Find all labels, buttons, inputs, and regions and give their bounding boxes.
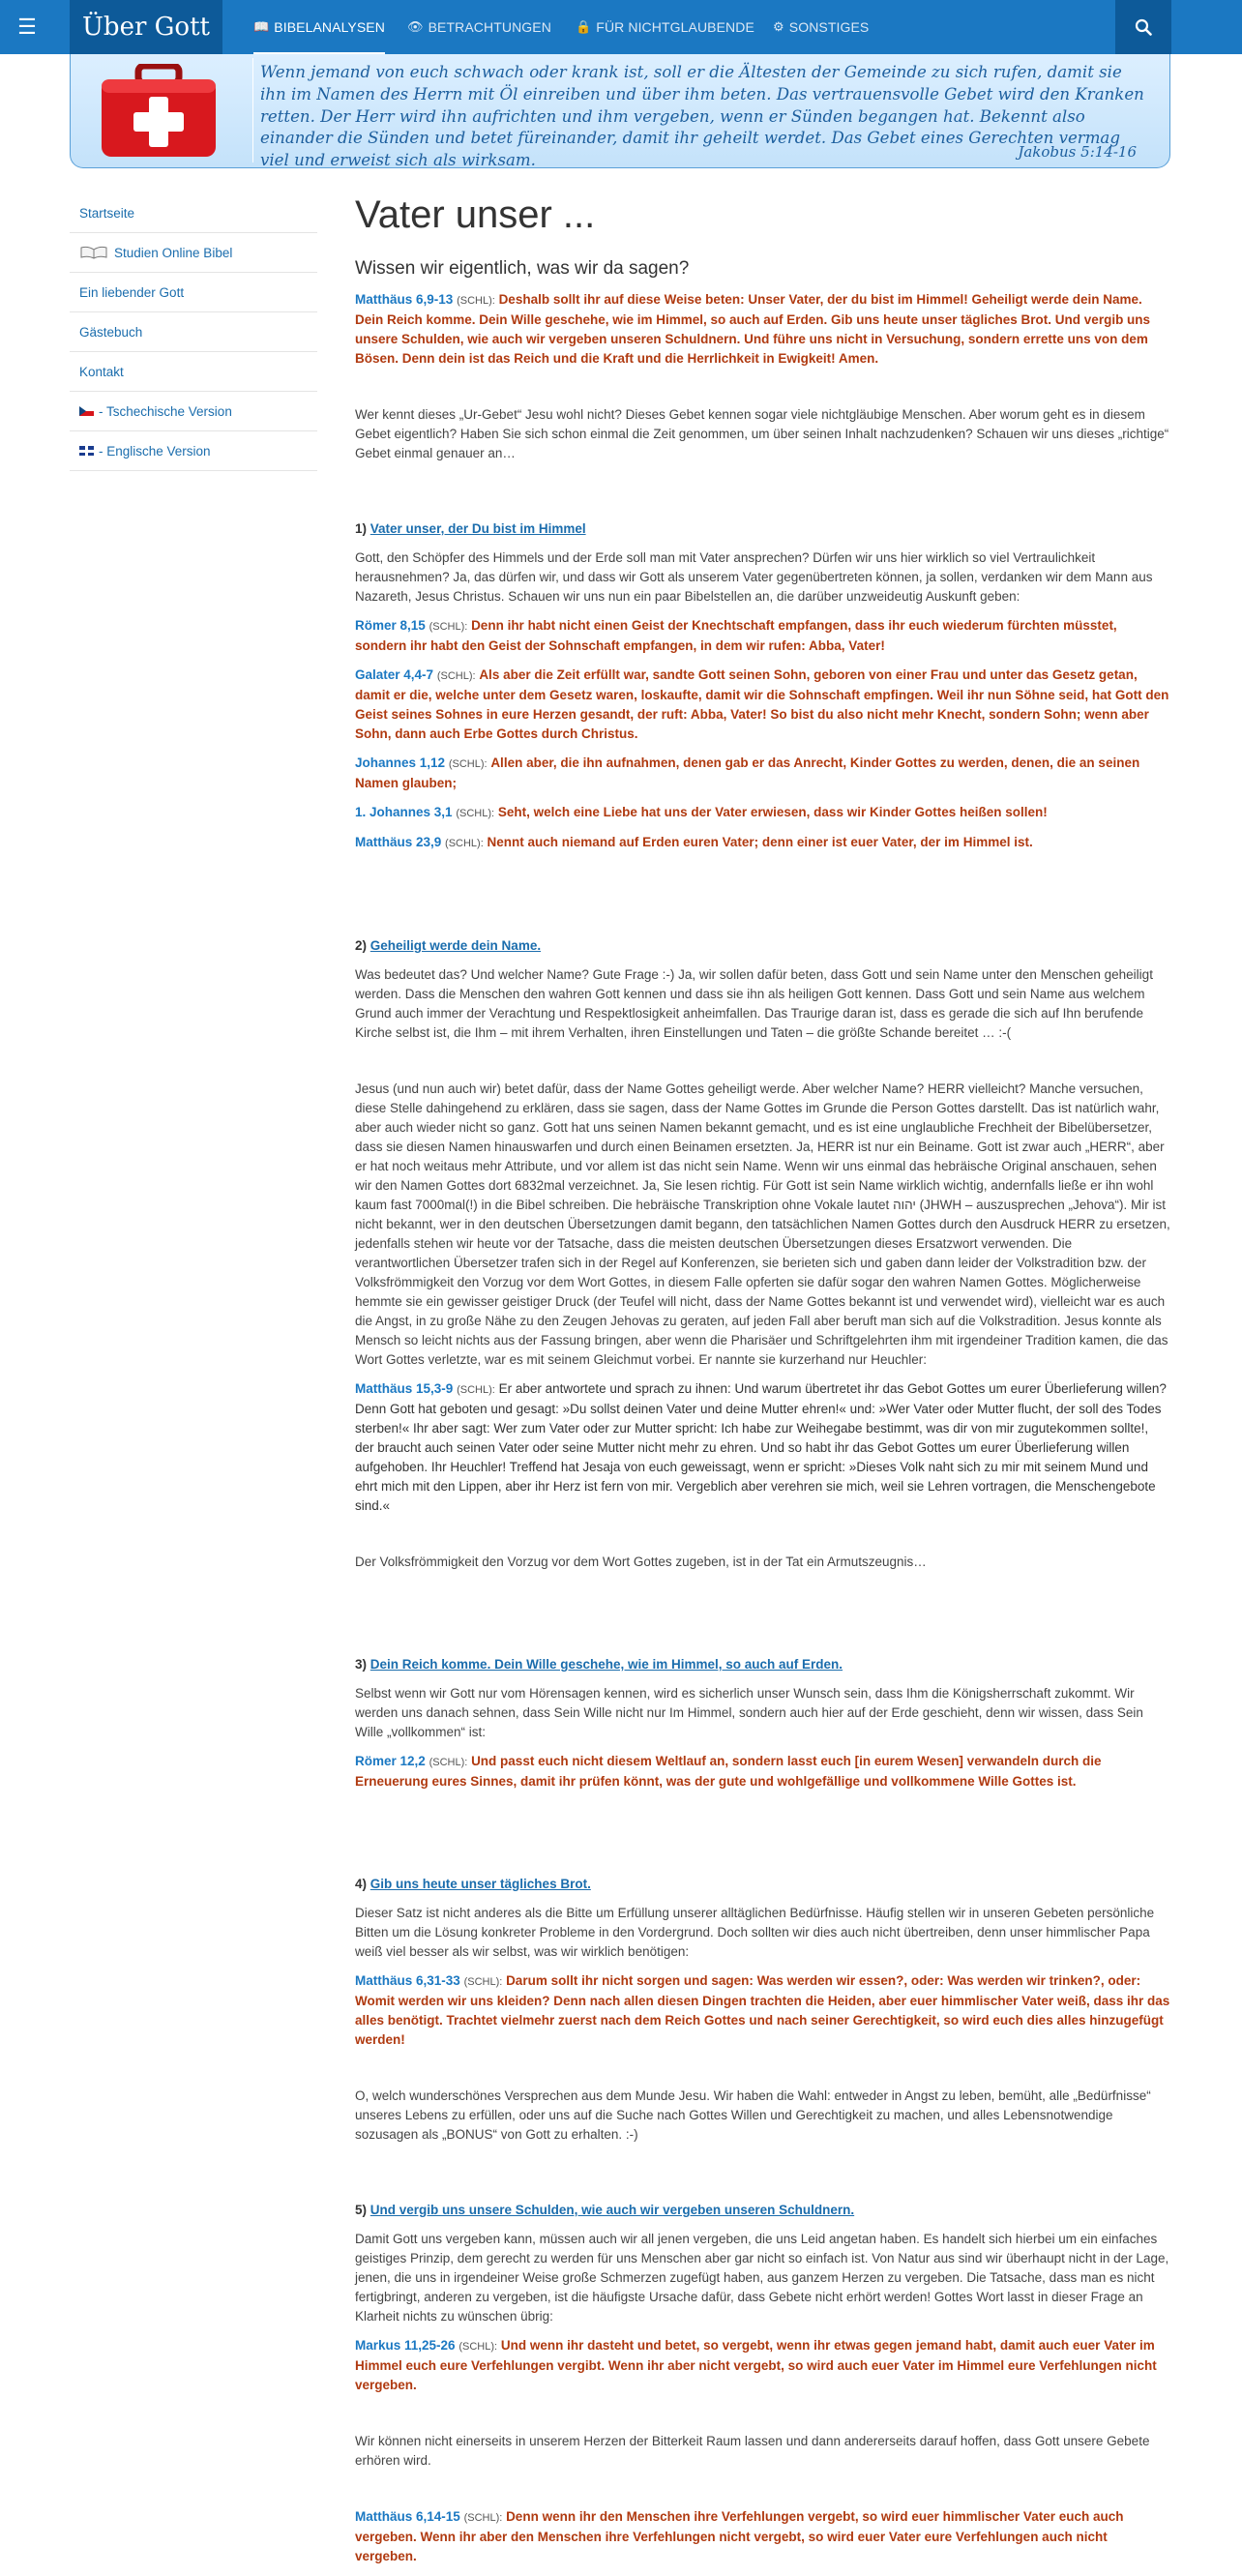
verse-reference-link[interactable]: Johannes 1,12 bbox=[355, 755, 446, 770]
spacer bbox=[355, 909, 1170, 936]
section-title-link[interactable]: Gib uns heute unser tägliches Brot. bbox=[370, 1877, 591, 1891]
spacer bbox=[355, 2154, 1170, 2201]
section-heading bbox=[355, 1875, 1170, 1894]
sidebar-item-startseite[interactable] bbox=[70, 193, 317, 233]
verse-text: Darum sollt ihr nicht sorgen und sagen: Was werden wir essen?, oder: Was werden wir trinken?, oder: Womit werden wir uns kleiden? Denn nach allen diesen Dingen trachten die Heiden, aber euer himmlischer Vater weiß, dass ihr das alles benötigt. Trachtet vielmehr zuerst nach dem Reich Gottes und nach seiner Gerechtigkeit, so wird euch dies alles hinzugefügt werden! bbox=[355, 1973, 1170, 2047]
article-body bbox=[355, 290, 1170, 2566]
verse-text: Er aber antwortete und sprach zu ihnen: Und warum übertretet ihr das Gebot Gottes um eurer Überlieferung willen? Denn Gott hat geboten und gesagt: »Du sollst deinen Vater und deine Mutter ehren!« und: »Wer Vater oder Mutter flucht, der soll des Todes sterben!« Ihr aber sagt: Wer zum Vater oder zur Mutter spricht: Ich habe zur Weihegabe bestimmt, was dir von mir zugutekommen sollte!, der braucht auch seinen Vater oder seine Mutter nicht mehr zu ehren. Und so habt ihr das Gebot Gottes um eurer Überlieferung willen aufgehoben. Ihr Heuchler! Treffend hat Jesaja von euch geweissagt, wenn er spricht: »Dieses Volk naht sich zu mir mit seinem Mund und ehrt mich mit den Lippen, aber ihr Herz ist fern von mir. Vergeblich aber verehren sie mich, weil sie Lehren vortragen, die Menschengebote sind.« bbox=[355, 1381, 1167, 1513]
verse-reference-link[interactable]: Matthäus 15,3-9 bbox=[355, 1381, 454, 1396]
verse-reference-link[interactable]: Römer 12,2 bbox=[355, 1754, 426, 1768]
spacer bbox=[355, 1525, 1170, 1553]
verse-reference-link[interactable]: Matthäus 23,9 bbox=[355, 835, 442, 849]
sidebar-item-label: - Englische Version bbox=[99, 443, 211, 459]
sidebar-item-label: Ein liebender Gott bbox=[79, 284, 185, 300]
verse-text: Denn ihr habt nicht einen Geist der Knechtschaft empfangen, dass ihr euch wiederum fürchten müsstet, sondern ihr habt den Geist der Sohnschaft empfangen, in dem wir rufen: Abba, Vater! bbox=[355, 618, 1117, 653]
spacer bbox=[355, 378, 1170, 405]
translation-tag: (SCHL): bbox=[463, 2512, 503, 2524]
bible-verse bbox=[355, 833, 1170, 853]
paragraph: Was bedeutet das? Und welcher Name? Gute Frage :-) Ja, wir sollen dafür beten, dass Gott und sein Name unter den Menschen geheiligt werden. Dass die Menschen den wahren Gott kennen und dass sie ihn als heiligen Gott kennen. Dass Gott und sein Name aus welchem Grund auch immer der Verachtung und Respektlosigkeit anheimfallen. Das Traurige daran ist, dass es gerade die sich auf Ihn berufende Kirche selbst ist, die Ihm – mit ihrem Verhalten, ihren Einstellungen und Taten – die größte Schande bereitet … :-( bbox=[355, 967, 1153, 1040]
paragraph: Selbst wenn wir Gott nur vom Hörensagen kennen, wird es sicherlich unser Wunsch sein, dass Ihm die Königsherrschaft zukommt. Wir werden uns danach sehnen, dass Sein Wille nicht nur Im Himmel, sondern auch hier auf der Erde geschieht, denn wir wissen, dass Sein Wille „vollkommen“ ist: bbox=[355, 1686, 1143, 1739]
section-title-link[interactable]: Dein Reich komme. Dein Wille geschehe, wie im Himmel, so auch auf Erden. bbox=[370, 1657, 843, 1672]
banner-divider bbox=[252, 58, 253, 163]
menu-icon[interactable]: ☰ bbox=[17, 15, 37, 39]
section-number: 2) bbox=[355, 938, 368, 953]
spacer bbox=[355, 1848, 1170, 1875]
bible-verse bbox=[355, 1752, 1170, 1791]
bible-verse bbox=[355, 2336, 1170, 2395]
bible-verse bbox=[355, 290, 1170, 369]
verse-reference-link[interactable]: Römer 8,15 bbox=[355, 618, 426, 633]
page-title: Vater unser ... bbox=[355, 193, 596, 236]
scripture-banner bbox=[70, 54, 1170, 168]
translation-tag: (SCHL): bbox=[457, 1384, 495, 1396]
bible-verse bbox=[355, 616, 1170, 656]
bible-verse bbox=[355, 2507, 1170, 2566]
nav-label: BETRACHTUNGEN bbox=[428, 19, 551, 35]
spacer bbox=[355, 1801, 1170, 1848]
paragraph: Der Volksfrömmigkeit den Vorzug vor dem Wort Gottes zugeben, ist in der Tat ein Armutszeugnis… bbox=[355, 1554, 927, 1569]
verse-text: Deshalb sollt ihr auf diese Weise beten: Unser Vater, der du bist im Himmel! Geheiligt werde dein Name. Dein Reich komme. Dein Wille geschehe, wie im Himmel, so auch auf Erden. Gib uns heute unser tägliches Brot. Und vergib uns unsere Schulden, wie auch wir vergeben unseren Schuldnern. Und führe uns nicht in Versuchung, sondern errette uns von dem Bösen. Denn dein ist das Reich und die Kraft und die Herrlichkeit in Ewigkeit! Amen. bbox=[355, 292, 1151, 366]
paragraph: Wer kennt dieses „Ur-Gebet“ Jesu wohl nicht? Dieses Gebet kennen sogar viele nichtgläubige Menschen. Aber worum geht es in diesem Gebet eigentlich? Haben Sie sich schon einmal die Zeit genommen, um über seinen Inhalt nachzudenken? Schauen wir uns dieses „richtige“ Gebet einmal genauer an… bbox=[355, 407, 1169, 460]
main-content bbox=[355, 192, 1170, 2576]
site-brand[interactable]: Über Gott bbox=[70, 0, 222, 54]
sidebar-item-label: Gästebuch bbox=[79, 324, 143, 340]
gear-icon: ⚙ bbox=[773, 19, 784, 34]
nav-sonstiges[interactable] bbox=[773, 0, 869, 54]
banner-quote: Wenn jemand von euch schwach oder krank ist, soll er die Ältesten der Gemeinde zu sich rufen, damit sie ihn im Namen des Herrn mit Öl einreiben und über ihm beten. Das vertrauensvolle Gebet wird den Kranken retten. Der Herr wird ihn aufrichten und ihm vergeben, wenn er Sünden begangen hat. Bekennt also einander die Sünden und betet füreinander, damit ihr geheilt werdet. Das Gebet eines Gerechten vermag viel und erweist sich als wirksam. bbox=[260, 63, 1144, 170]
uk-flag-icon bbox=[79, 446, 94, 456]
section-number: 4) bbox=[355, 1877, 368, 1891]
section-number: 5) bbox=[355, 2203, 368, 2217]
nav-label: FÜR NICHTGLAUBENDE bbox=[596, 19, 754, 35]
spacer bbox=[355, 2480, 1170, 2507]
bible-verse bbox=[355, 1971, 1170, 2050]
translation-tag: (SCHL): bbox=[456, 808, 495, 819]
section-title-link[interactable]: Geheiligt werde dein Name. bbox=[370, 938, 542, 953]
bible-verse bbox=[355, 754, 1170, 793]
translation-tag: (SCHL): bbox=[445, 838, 484, 849]
nav-label: SONSTIGES bbox=[788, 19, 870, 35]
paragraph: Damit Gott uns vergeben kann, müssen auch wir all jenen vergeben, die uns Leid angetan haben. Es handelt sich hierbei um ein einfaches geistiges Prinzip, dem gerecht zu werden für uns Menschen aber gar nicht so einfach ist. Von Natur aus sind wir überhaupt nicht in der Lage, jenen, die uns in irgendeiner Weise große Schmerzen zugefügt haben, aus ganzem Herzen zu vergeben. Die Tatsache, dass man es nicht fertigbringt, anderen zu vergeben, ist die häufigste Ursache dafür, dass Gebete nicht erhört werden! Gottes Wort lasst in dieser Frage an Klarheit nichts zu wünschen übrig: bbox=[355, 2232, 1169, 2324]
sidebar-item-studien-online-bibel[interactable] bbox=[70, 233, 317, 273]
section-number: 3) bbox=[355, 1657, 368, 1672]
paragraph: Gott, den Schöpfer des Himmels und der Erde soll man mit Vater ansprechen? Dürfen wir uns hier wirklich so viel Vertraulichkeit herausnehmen? Ja, das dürfen wir, und dass wir Gott als unserem Vater gegenübertreten können, ja sollen, verdanken wir dem Mann aus Nazareth, Jesus Christus. Schauen wir uns nun ein paar Bibelstellen an, die darüber unzweideutig Auskunft geben: bbox=[355, 550, 1153, 604]
verse-text: Als aber die Zeit erfüllt war, sandte Gott seinen Sohn, geboren von einer Frau und unter das Gesetz getan, damit er die, welche unter dem Gesetz waren, loskaufte, damit wir die Sohnschaft empfingen. Weil ihr nun Söhne seid, hat Gott den Geist seines Sohnes in eure Herzen gesandt, der ruft: Abba, Vater! So bist du also nicht mehr Knecht, sondern Sohn; wenn aber Sohn, dann auch Erbe Gottes durch Christus. bbox=[355, 667, 1169, 741]
verse-reference-link[interactable]: Galater 4,4-7 bbox=[355, 667, 434, 682]
sidebar-item-label: Kontakt bbox=[79, 364, 124, 379]
spacer bbox=[355, 1582, 1170, 1628]
paragraph: Jesus (und nun auch wir) betet dafür, dass der Name Gottes geheiligt werde. Aber welcher Name? HERR vielleicht? Manche versuchen, diese Stelle dahingehend zu erklären, dass sie sagen, dass der Name Gottes im Grunde die Person Gottes darstellt. Das ist natürlich wahr, aber auch wieder nicht so ganz. Gott hat uns seinen Namen bekannt gemacht, und es ist eine unglaubliche Frechheit der Bibelübersetzer, dass sie diesen Namen hinauswarfen und durch einen Beinamen ersetzten. Ja, HERR ist nur ein Beiname. Gott ist zwar auch „HERR“, aber er hat noch weitaus mehr Attribute, und vor allem ist das nicht sein Name. Wenn wir uns einmal das hebräische Original anschauen, sehen wir den Namen Gottes dort 6832mal verzeichnet. Ja, Sie lesen richtig. Für Gott ist sein Name wirklich wichtig, andernfalls ließe er ihn wohl kaum fast 7000mal(!) in die Bibel schreiben. Die hebräische Transkription ohne Vokale lautet יהוה (JHWH – auszusprechen „Jehova“). Mir ist nicht bekannt, wer in den deutschen Übersetzungen damit begann, den tatsächlichen Namen Gottes durch den Ausdruck HERR zu ersetzen, jedenfalls stehen wir heute vor der Tatsache, dass die meisten deutschen Übersetzungen dieses Ersatzwort verwenden. Die verantwortlichen Übersetzer trafen sich in der Regel auf Konferenzen, sie berieten sich und gaben dann leider der Volkstradition bzw. der Volksfrömmigkeit den Vorzug vor dem Wort Gottes, in diesem Falle opferten sie dafür sogar den wahren Namen Gottes. Möglicherweise hemmte sie ein gewisser geistiger Druck (der Teufel will nicht, dass der Name Gottes bekannt ist und verwendet wird), vielleicht war es auch die Angst, in zu große Nähe zu den Zeugen Jehovas zu geraten, auf jeden Fall aber beruft man sich auf die Volkstradition. Jesus konnte als Mensch so leicht nichts aus der Fassung bringen, aber wenn die Pharisäer und Schriftgelehrten ihm mit irgendeiner Tradition kamen, die das Wort Gottes verletzte, war es mit seinem Gleichmut vorbei. Er nannte sie kurzerhand nur Heuchler: bbox=[355, 1081, 1170, 1367]
bible-verse bbox=[355, 803, 1170, 823]
paragraph: Wir können nicht einerseits in unserem Herzen der Bitterkeit Raum lassen und dann andererseits darauf hoffen, dass Gott unsere Gebete erhören wird. bbox=[355, 2434, 1150, 2468]
section-number: 1) bbox=[355, 521, 368, 536]
spacer bbox=[355, 2405, 1170, 2432]
translation-tag: (SCHL): bbox=[436, 670, 476, 682]
verse-reference-link[interactable]: Matthäus 6,31-33 bbox=[355, 1973, 460, 1988]
verse-text: Und passt euch nicht diesem Weltlauf an, sondern lasst euch [in eurem Wesen] verwandeln durch die Erneuerung eures Sinnes, damit ihr prüfen könnt, was der gute und wohlgefällige und vollkommene Wille Gottes ist. bbox=[355, 1754, 1102, 1789]
translation-tag: (SCHL): bbox=[429, 621, 468, 633]
section-title-link[interactable]: Vater unser, der Du bist im Himmel bbox=[370, 521, 586, 536]
czech-flag-icon bbox=[79, 406, 94, 416]
book-icon: 📖 bbox=[253, 19, 270, 34]
translation-tag: (SCHL): bbox=[448, 758, 488, 770]
first-aid-kit-icon bbox=[98, 64, 220, 161]
verse-reference-link[interactable]: 1. Johannes 3,1 bbox=[355, 805, 453, 819]
nav-fuer-nichtglaubende[interactable] bbox=[576, 0, 754, 54]
verse-text: Allen aber, die ihn aufnahmen, denen gab er das Anrecht, Kinder Gottes zu werden, denen, die an seinen Namen glauben; bbox=[355, 755, 1140, 790]
spacer bbox=[355, 1052, 1170, 1080]
translation-tag: (SCHL): bbox=[429, 1757, 468, 1768]
section-heading bbox=[355, 2201, 1170, 2220]
verse-reference-link[interactable]: Matthäus 6,14-15 bbox=[355, 2509, 460, 2524]
sidebar-item-gaestebuch[interactable] bbox=[70, 312, 317, 352]
verse-reference-link[interactable]: Matthäus 6,9-13 bbox=[355, 292, 454, 307]
spacer bbox=[355, 863, 1170, 909]
paragraph: O, welch wunderschönes Versprechen aus dem Munde Jesu. Wir haben die Wahl: entweder in Angst zu leben, bemüht, alle „Bedürfnisse“ unseres Lebens zu erfüllen, oder uns auf die Suche nach Gottes Willen und Gerechtigkeit zu machen, und alles Lebensnotwendige sozusagen als „BONUS“ von Gott zu erhalten. :-) bbox=[355, 2088, 1151, 2142]
sidebar-item-label: Startseite bbox=[79, 205, 135, 221]
paragraph: Dieser Satz ist nicht anderes als die Bitte um Erfüllung unserer alltäglichen Bedürfnisse. Häufig stellen wir in unseren Gebeten persönliche Bitten um die Lösung konkreter Probleme in den Vordergrund. Doch sollten wir dies auch nicht übertreiben, denn unser himmlischer Papa weiß viel besser als wir selbst, was wir wirklich benötigen: bbox=[355, 1906, 1155, 1959]
section-heading bbox=[355, 936, 1170, 956]
eye-icon: 👁 bbox=[407, 19, 424, 34]
top-navbar bbox=[0, 0, 1242, 54]
bible-verse bbox=[355, 1379, 1170, 1516]
translation-tag: (SCHL): bbox=[458, 2341, 498, 2353]
search-icon bbox=[1135, 18, 1152, 36]
page-subtitle: Wissen wir eigentlich, was wir da sagen? bbox=[355, 258, 690, 279]
sidebar-item-english-version[interactable] bbox=[70, 431, 317, 471]
translation-tag: (SCHL): bbox=[457, 295, 495, 307]
verse-text: Seht, welch eine Liebe hat uns der Vater erwiesen, dass wir Kinder Gottes heißen sollen! bbox=[497, 805, 1048, 819]
sidebar-item-label: - Tschechische Version bbox=[99, 403, 232, 419]
lock-icon: 🔒 bbox=[576, 19, 592, 34]
sidebar-item-ein-liebender-gott[interactable] bbox=[70, 273, 317, 312]
verse-text: Nennt auch niemand auf Erden euren Vater; denn einer ist euer Vater, der im Himmel ist. bbox=[487, 835, 1033, 849]
section-heading bbox=[355, 1655, 1170, 1674]
sidebar-item-label: Studien Online Bibel bbox=[114, 245, 233, 260]
open-book-icon bbox=[79, 246, 108, 259]
banner-reference: Jakobus 5:14-16 bbox=[1018, 143, 1137, 161]
sidebar-item-kontakt[interactable] bbox=[70, 352, 317, 392]
verse-text: Und wenn ihr dasteht und betet, so vergebt, wenn ihr etwas gegen jemand habt, damit auch euer Vater im Himmel euch eure Verfehlungen vergibt. Wenn ihr aber nicht vergebt, so wird auch euer Vater im Himmel eure Verfehlungen nicht vergeben. bbox=[355, 2338, 1157, 2392]
sidebar-item-czech-version[interactable] bbox=[70, 392, 317, 431]
search-button[interactable] bbox=[1115, 0, 1171, 54]
sidebar-nav bbox=[70, 193, 317, 471]
translation-tag: (SCHL): bbox=[463, 1976, 503, 1988]
verse-reference-link[interactable]: Markus 11,25-26 bbox=[355, 2338, 456, 2353]
nav-bibelanalysen[interactable] bbox=[253, 0, 385, 54]
section-heading bbox=[355, 519, 1170, 539]
bible-verse bbox=[355, 666, 1170, 744]
spacer bbox=[355, 2059, 1170, 2087]
spacer bbox=[355, 1628, 1170, 1655]
spacer bbox=[355, 473, 1170, 519]
nav-betrachtungen[interactable] bbox=[407, 0, 551, 54]
nav-label: BIBELANALYSEN bbox=[274, 19, 385, 35]
section-title-link[interactable]: Und vergib uns unsere Schulden, wie auch wir vergeben unseren Schuldnern. bbox=[370, 2203, 855, 2217]
verse-text: Denn wenn ihr den Menschen ihre Verfehlungen vergebt, so wird euer himmlischer Vater euch auch vergeben. Wenn ihr aber den Menschen ihre Verfehlungen nicht vergebt, so wird euer Vater eure Verfehlungen auch nicht vergeben. bbox=[355, 2509, 1124, 2563]
